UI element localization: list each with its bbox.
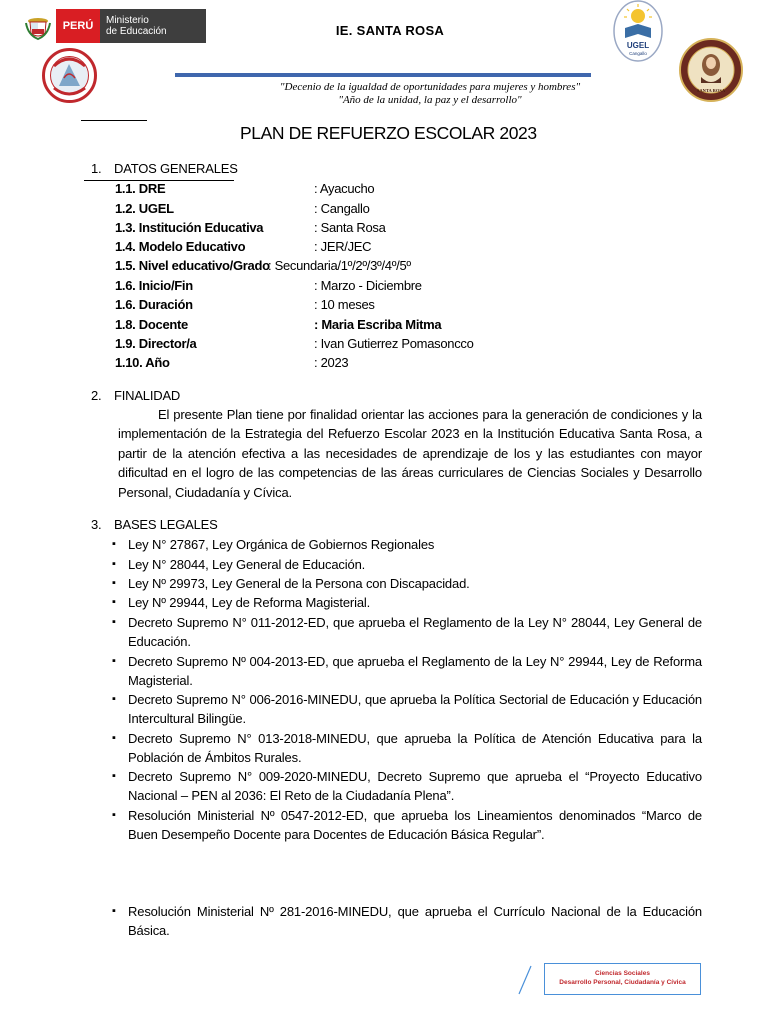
school-crest-icon	[679, 37, 743, 103]
ugel-logo	[613, 0, 663, 62]
list-item: ▪ Resolución Ministerial Nº 0547-2012-ED, que aprueba los Lineamientos denominados “Marco de Buen Desempeño Docente para Docentes de Educación Básica Regular”.	[112, 808, 702, 843]
list-item: ▪ Ley N° 28044, Ley General de Educación.	[112, 555, 702, 574]
section-heading-finalidad: 2. FINALIDAD	[91, 388, 181, 403]
datos-generales-list: 1.1. DRE : Ayacucho 1.2. UGEL : Cangallo 1.3. Institución Educativa : Santa Rosa 1.4. Modelo Educativo : JER/JEC 1.5. Nivel educativo/Grado : Secundaria/1º/2º/3º/4º/5º 1.6. Inicio/Fin : Marzo - Diciembre 1.6. Duración : 10 meses 1.8. Docente : Maria Escriba Mitma 1.9. Director/a : Ivan Gutierrez Pomasoncco 1.10. Año : 2023	[115, 181, 474, 370]
bullet-icon: ▪	[112, 616, 116, 628]
svg-text:Cangallo: Cangallo	[629, 51, 647, 56]
bullet-icon: ▪	[112, 558, 116, 570]
left-rule	[81, 120, 147, 121]
bullet-icon: ▪	[112, 596, 116, 608]
decade-motto: "Decenio de la igualdad de oportunidades para mujeres y hombres" "Año de la unidad, la paz y el desarrollo"	[279, 81, 581, 106]
list-item: ▪ Resolución Ministerial Nº 281-2016-MINEDU, que aprueba el Currículo Nacional de la Educación Básica.	[112, 904, 702, 939]
list-item: ▪ Ley Nº 29944, Ley de Reforma Magisterial.	[112, 593, 702, 612]
minedu-ministry-label: Ministerio de Educación	[100, 9, 206, 43]
list-item: ▪ Decreto Supremo N° 006-2016-MINEDU, que aprueba la Política Sectorial de Educación y Educación Intercultural Bilingüe.	[112, 692, 702, 727]
minedu-logo	[20, 9, 206, 43]
bullet-icon: ▪	[112, 693, 116, 705]
svg-text:SANTA ROSA: SANTA ROSA	[696, 88, 726, 93]
list-item: ▪ Decreto Supremo Nº 004-2013-ED, que aprueba el Reglamento de la Ley N° 29944, Ley de Reforma Magisterial.	[112, 654, 702, 689]
svg-text:UGEL: UGEL	[626, 41, 650, 50]
list-item: ▪ Ley N° 27867, Ley Orgánica de Gobiernos Regionales	[112, 535, 702, 554]
list-item: ▪ Ley Nº 29973, Ley General de la Persona con Discapacidad.	[112, 574, 702, 593]
list-item: ▪ Decreto Supremo N° 011-2012-ED, que aprueba el Reglamento de la Ley N° 28044, Ley General de Educación.	[112, 615, 702, 650]
list-item: ▪ Decreto Supremo N° 009-2020-MINEDU, Decreto Supremo que aprueba el “Proyecto Educativo Nacional – PEN al 2036: El Reto de la Ciudadanía Plena”.	[112, 769, 702, 804]
bullet-icon: ▪	[112, 732, 116, 744]
section-heading-datos-generales: 1. DATOS GENERALES	[91, 161, 238, 176]
minedu-peru-label: PERÚ	[56, 9, 100, 43]
section-heading-bases-legales: 3. BASES LEGALES	[91, 517, 218, 532]
peru-coat-of-arms-icon	[20, 9, 56, 43]
header-divider	[175, 73, 591, 77]
list-item: ▪ Decreto Supremo N° 013-2018-MINEDU, que aprueba la Política de Atención Educativa para la Población de Ámbitos Rurales.	[112, 731, 702, 766]
bullet-icon: ▪	[112, 577, 116, 589]
bullet-icon: ▪	[112, 905, 116, 917]
bullet-icon: ▪	[112, 770, 116, 782]
page-title: PLAN DE REFUERZO ESCOLAR 2023	[240, 123, 537, 143]
bullet-icon: ▪	[112, 809, 116, 821]
bullet-icon: ▪	[112, 538, 116, 550]
bullet-icon: ▪	[112, 655, 116, 667]
footer-slash-icon	[518, 965, 532, 995]
footer-course-box: Ciencias Sociales Desarrollo Personal, Ciudadanía y Cívica	[544, 963, 701, 995]
finalidad-paragraph: El presente Plan tiene por finalidad orientar las acciones para la generación de condiciones y la implementación de la Estrategia del Refuerzo Escolar 2023 en la Institución Educativa Santa Rosa, a partir de la atención efectiva a las necesidades de aprendizaje de los y las estudiantes con mayor dificultad en el logro de las competencias de las áreas curriculares de Ciencias Sociales y Desarrollo Personal, Ciudadanía y Cívica.	[118, 407, 702, 500]
school-name: IE. SANTA ROSA	[335, 23, 445, 38]
regional-government-seal-icon	[42, 48, 97, 103]
